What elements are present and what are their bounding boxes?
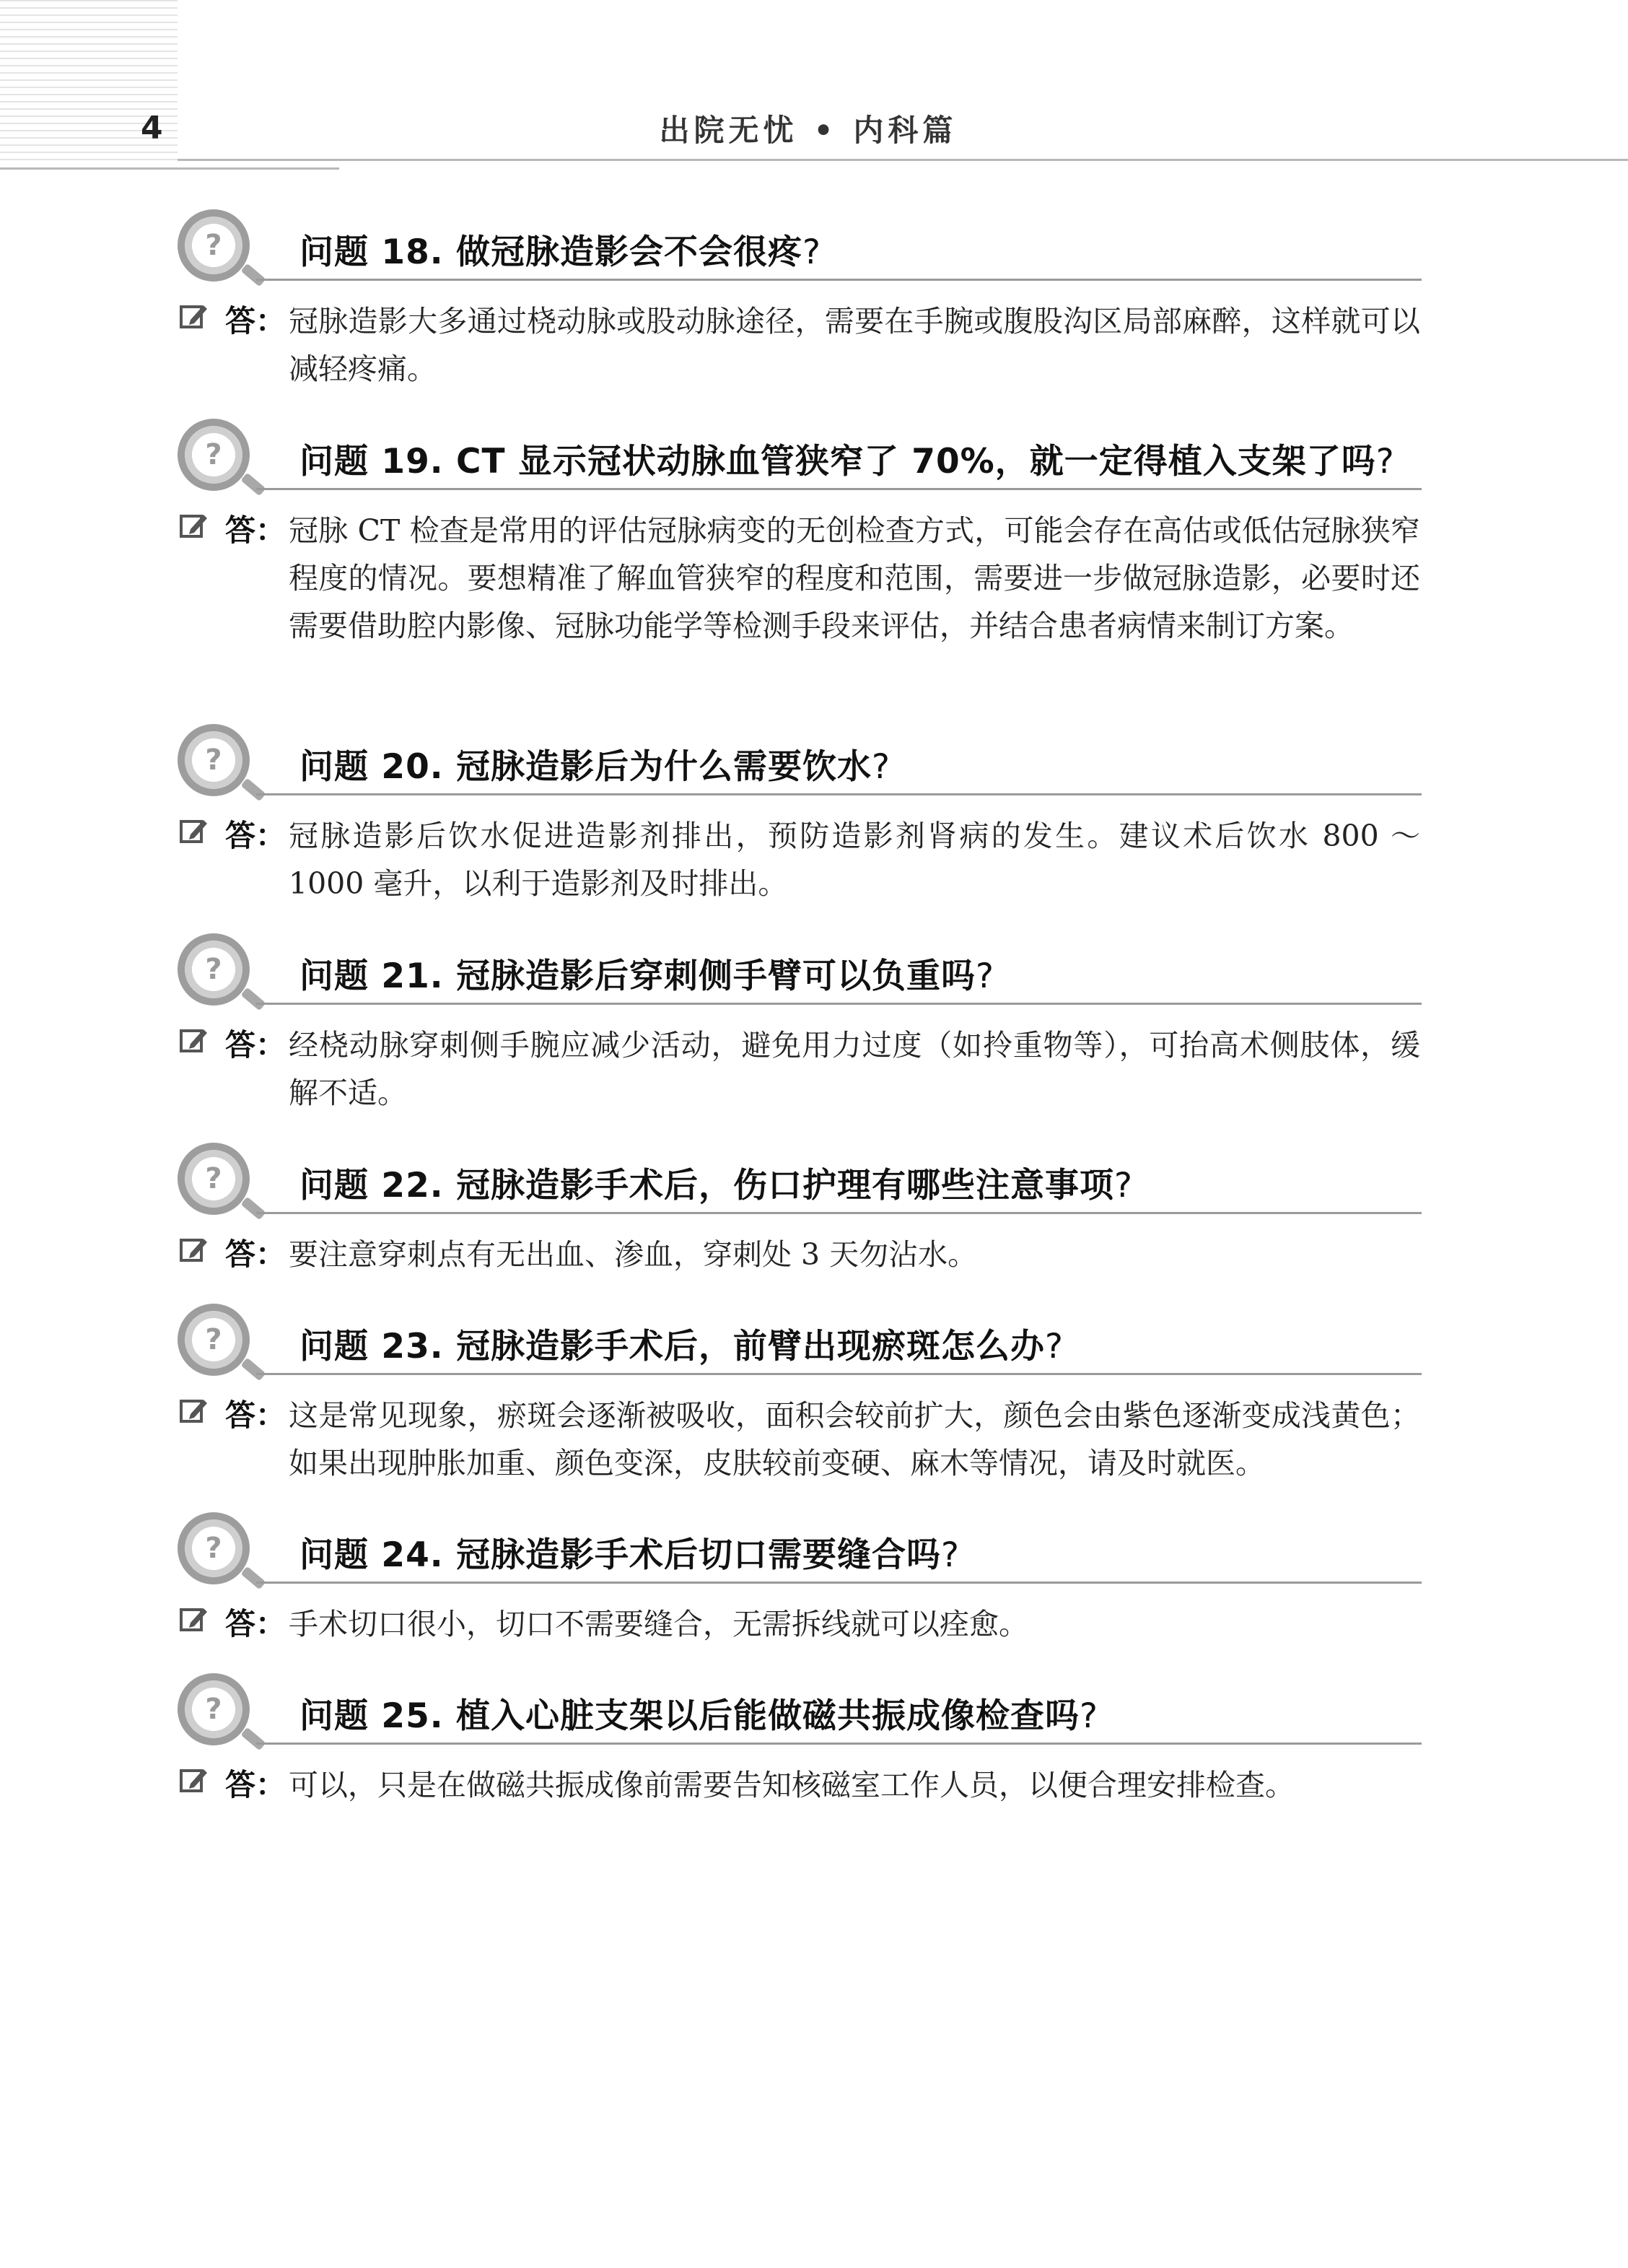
answer-label: 答： [225,1767,286,1802]
running-title [447,107,1169,150]
book-title: 出院无忧 [659,113,798,148]
question-magnifier-icon: ? [178,1512,250,1584]
question-heading: 问题 25. 植入心脏支架以后能做磁共振成像检查吗? [299,1696,1098,1736]
pencil-edit-icon [179,302,208,331]
page-number: 4 [141,110,163,147]
question-text: 问题 24. 冠脉造影手术后切口需要缝合吗 [299,1535,941,1575]
title-separator: • [813,113,838,148]
header-rule-left [0,167,339,170]
answer-text: 经桡动脉穿刺侧手腕应减少活动，避免用力过度（如拎重物等），可抬高术侧肢体，缓解不适。 [289,1028,1420,1110]
question-magnifier-icon: ? [178,1143,250,1215]
answer-label: 答： [225,818,286,853]
question-text: 问题 23. 冠脉造影手术后，前臂出现瘀斑怎么办 [299,1327,1045,1366]
pencil-edit-icon [179,816,208,845]
answer-label: 答： [225,1606,286,1641]
question-rule [256,1003,1422,1005]
question-text: 问题 21. 冠脉造影后穿刺侧手臂可以负重吗 [299,956,976,996]
answer-text: 要注意穿刺点有无出血、渗血，穿刺处 3 天勿沾水。 [289,1237,978,1272]
pencil-edit-icon [179,1026,208,1055]
question-magnifier-icon: ? [178,1673,250,1745]
answer-label: 答： [225,513,286,548]
answer-label: 答： [225,1027,286,1063]
question-rule [256,793,1422,795]
question-rule [256,1212,1422,1214]
section-title: 内科篇 [853,113,958,148]
pencil-edit-icon [179,1605,208,1634]
pencil-edit-icon [179,1766,208,1794]
question-heading: 问题 21. 冠脉造影后穿刺侧手臂可以负重吗? [299,956,994,996]
question-heading: 问题 19. CT 显示冠状动脉血管狭窄了 70%，就一定得植入支架了吗? [299,442,1395,481]
answer-text: 这是常见现象，瘀斑会逐渐被吸收，面积会较前扩大，颜色会由紫色逐渐变成浅黄色；如果出现肿胀加重、颜色变深，皮肤较前变硬、麻木等情况，请及时就医。 [289,1398,1420,1480]
question-rule [256,1373,1422,1375]
answer-label: 答： [225,303,286,339]
answer-text: 可以，只是在做磁共振成像前需要告知核磁室工作人员，以便合理安排检查。 [289,1768,1295,1802]
answer-label: 答： [225,1397,286,1433]
question-heading: 问题 24. 冠脉造影手术后切口需要缝合吗? [299,1535,960,1575]
question-magnifier-icon: ? [178,724,250,796]
question-rule [256,279,1422,281]
pencil-edit-icon [179,511,208,540]
question-heading: 问题 22. 冠脉造影手术后，伤口护理有哪些注意事项? [299,1166,1133,1205]
answer-text: 冠脉造影后饮水促进造影剂排出，预防造影剂肾病的发生。建议术后饮水 800 ～ 1000 毫升，以利于造影剂及时排出。 [289,819,1420,901]
question-rule [256,488,1422,490]
answer-text: 手术切口很小，切口不需要缝合，无需拆线就可以痊愈。 [289,1607,1028,1641]
answer-text: 冠脉 CT 检查是常用的评估冠脉病变的无创检查方式，可能会存在高估或低估冠脉狭窄程度的情况。要想精准了解血管狭窄的程度和范围，需要进一步做冠脉造影，必要时还需要借助腔内影像、冠脉功能学等检测手段来评估，并结合患者病情来制订方案。 [289,513,1420,643]
answer-label: 答： [225,1237,286,1272]
question-magnifier-icon: ? [178,209,250,282]
pencil-edit-icon [179,1396,208,1425]
question-text: 问题 25. 植入心脏支架以后能做磁共振成像检查吗 [299,1696,1080,1736]
question-heading: 问题 23. 冠脉造影手术后，前臂出现瘀斑怎么办? [299,1327,1064,1366]
question-rule [256,1582,1422,1584]
question-text: 问题 19. CT 显示冠状动脉血管狭窄了 70%，就一定得植入支架了吗 [299,442,1376,481]
question-magnifier-icon: ? [178,419,250,491]
question-heading: 问题 18. 做冠脉造影会不会很疼? [299,232,821,272]
answer-text: 冠脉造影大多通过桡动脉或股动脉途径，需要在手腕或腹股沟区局部麻醉，这样就可以减轻疼痛。 [289,304,1420,386]
question-text: 问题 22. 冠脉造影手术后，伤口护理有哪些注意事项 [299,1166,1114,1205]
header-rule [178,159,1628,161]
pencil-edit-icon [179,1235,208,1264]
question-magnifier-icon: ? [178,1304,250,1376]
question-text: 问题 20. 冠脉造影后为什么需要饮水 [299,747,872,787]
question-heading: 问题 20. 冠脉造影后为什么需要饮水? [299,747,890,787]
question-rule [256,1743,1422,1745]
question-text: 问题 18. 做冠脉造影会不会很疼 [299,232,802,272]
question-magnifier-icon: ? [178,933,250,1006]
